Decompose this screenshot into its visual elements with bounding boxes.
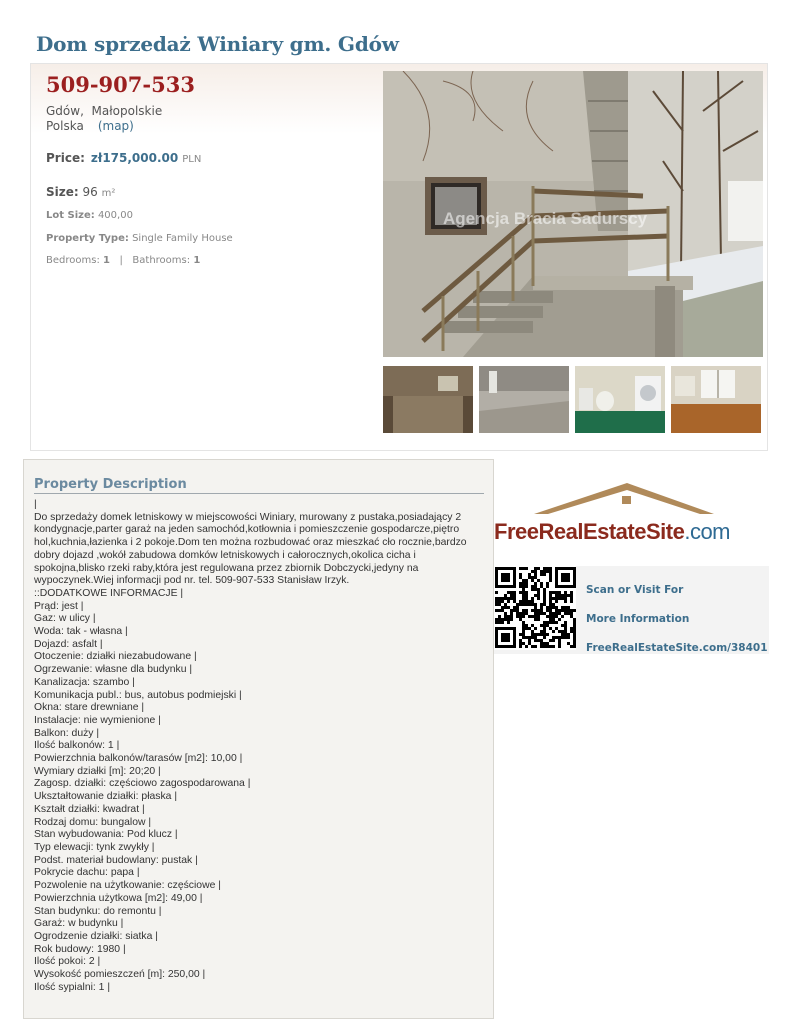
size-value: 96: [82, 185, 98, 199]
thumbnail-3[interactable]: [575, 366, 665, 433]
address-city: Gdów,: [46, 104, 84, 118]
property-type-label: Property Type:: [46, 233, 129, 244]
interior-room-thumbnail: [383, 366, 473, 433]
address-country: Polska: [46, 119, 84, 133]
bedrooms-value: 1: [103, 255, 110, 266]
property-description-text: | Do sprzedaży domek letniskowy w miejscowości Winiary, murowany z pustaka,posiadający 2 kondygnacje,parter garaż na jeden samochód,kotłownia i pomieszczenie gospodarcze,piętro hol,kuchnia,łazienka i 2 pokoje.Dom ten można rozbudować oraz mieszkać cło rocznie,bardzo dobry dojazd ,wokół zabudowa domków letniskowych i całorocznych,okolica cicha i spokojna,blisko rzeki raby,która jest regulowana przez zbiornik Dobczycki,jedyny na wypoczynek.Wiej informacji pod nr. tel. 509-907-533 Stanisław Irzyk. ::DODATKOWE INFORMACJE | Prąd: jest | Gaz: w ulicy | Woda: tak - własna | Dojazd: asfalt | Otoczenie: działki niezabudowane | Ogrzewanie: własne dla budynku | Kanalizacja: szambo | Komunikacja publ.: bus, autobus podmiejski | Okna: stare drewniane | Instalacje: nie wymienione | Balkon: duży | Ilość balkonów: 1 | Powierzchnia balkonów/tarasów [m2]: 10,00 | Wymiary działki [m]: 20;20 | Zagosp. działki: częściowo zagospodarowana | Ukształtowanie działki: płaska | Kształt działki: kwadrat | Rodzaj domu: bungalow | Stan wybudowania: Pod klucz | Typ elewacji: tynk zwykły | Podst. materiał budowlany: pustak | Pokrycie dachu: papa | Pozwolenie na użytkowanie: częściowe | Powierzchnia użytkowa [m2]: 49,00 | Stan budynku: do remontu | Garaż: w budynku | Ogrodzenie działki: siatka | Rok budowy: 1980 | Ilość pokoi: 2 | Wysokość pomieszczeń [m]: 250,00 | Ilość sypialni: 1 |: [34, 499, 467, 993]
qr-line-scan: Scan or Visit For: [586, 584, 684, 596]
brand-name-tld: .com: [684, 519, 731, 544]
lot-size-label: Lot Size:: [46, 210, 95, 221]
house-stairs-image: [383, 71, 763, 357]
lot-size-row: [46, 210, 133, 221]
house-roof-logo-icon: [494, 480, 744, 520]
photo-watermark: Agencja Bracia Sadurscy: [443, 209, 648, 228]
bathrooms-label: Bathrooms:: [132, 255, 191, 266]
thumbnail-4[interactable]: [671, 366, 761, 433]
brand-name[interactable]: [494, 519, 730, 545]
address-block: [46, 104, 162, 134]
size-unit: m²: [101, 188, 116, 199]
property-description-heading: Property Description: [34, 477, 484, 494]
property-description-box: [23, 459, 494, 1019]
main-property-photo[interactable]: [383, 71, 763, 357]
size-row: [46, 185, 115, 199]
price-amount: zł175,000.00: [90, 151, 179, 165]
map-link[interactable]: (map): [97, 119, 134, 133]
bathroom-thumbnail: [575, 366, 665, 433]
bedrooms-label: Bedrooms:: [46, 255, 100, 266]
property-type-value: Single Family House: [132, 233, 233, 244]
qr-url-link[interactable]: FreeRealEstateSite.com/38401: [586, 642, 768, 654]
wooden-floor-room-thumbnail: [671, 366, 761, 433]
thumbnail-1[interactable]: [383, 366, 473, 433]
qr-code-icon: [494, 566, 576, 650]
rooms-row: Bedrooms: 1 | Bathrooms: 1: [46, 255, 201, 266]
price-row: [46, 151, 201, 165]
thumbnail-2[interactable]: [479, 366, 569, 433]
concrete-floor-thumbnail: [479, 366, 569, 433]
price-label: Price:: [46, 151, 85, 165]
address-region: Małopolskie: [91, 104, 163, 118]
property-type-row: [46, 233, 233, 244]
lot-size-value: 400,00: [97, 210, 133, 221]
brand-name-main: FreeRealEstateSite: [494, 519, 685, 544]
bathrooms-value: 1: [193, 255, 201, 266]
qr-code[interactable]: [494, 566, 576, 650]
size-label: Size:: [46, 185, 79, 199]
qr-line-more-info: More Information: [586, 613, 690, 625]
page-title: Dom sprzedaż Winiary gm. Gdów: [36, 32, 399, 56]
contact-phone: 509-907-533: [46, 72, 195, 97]
price-currency: PLN: [182, 154, 202, 165]
